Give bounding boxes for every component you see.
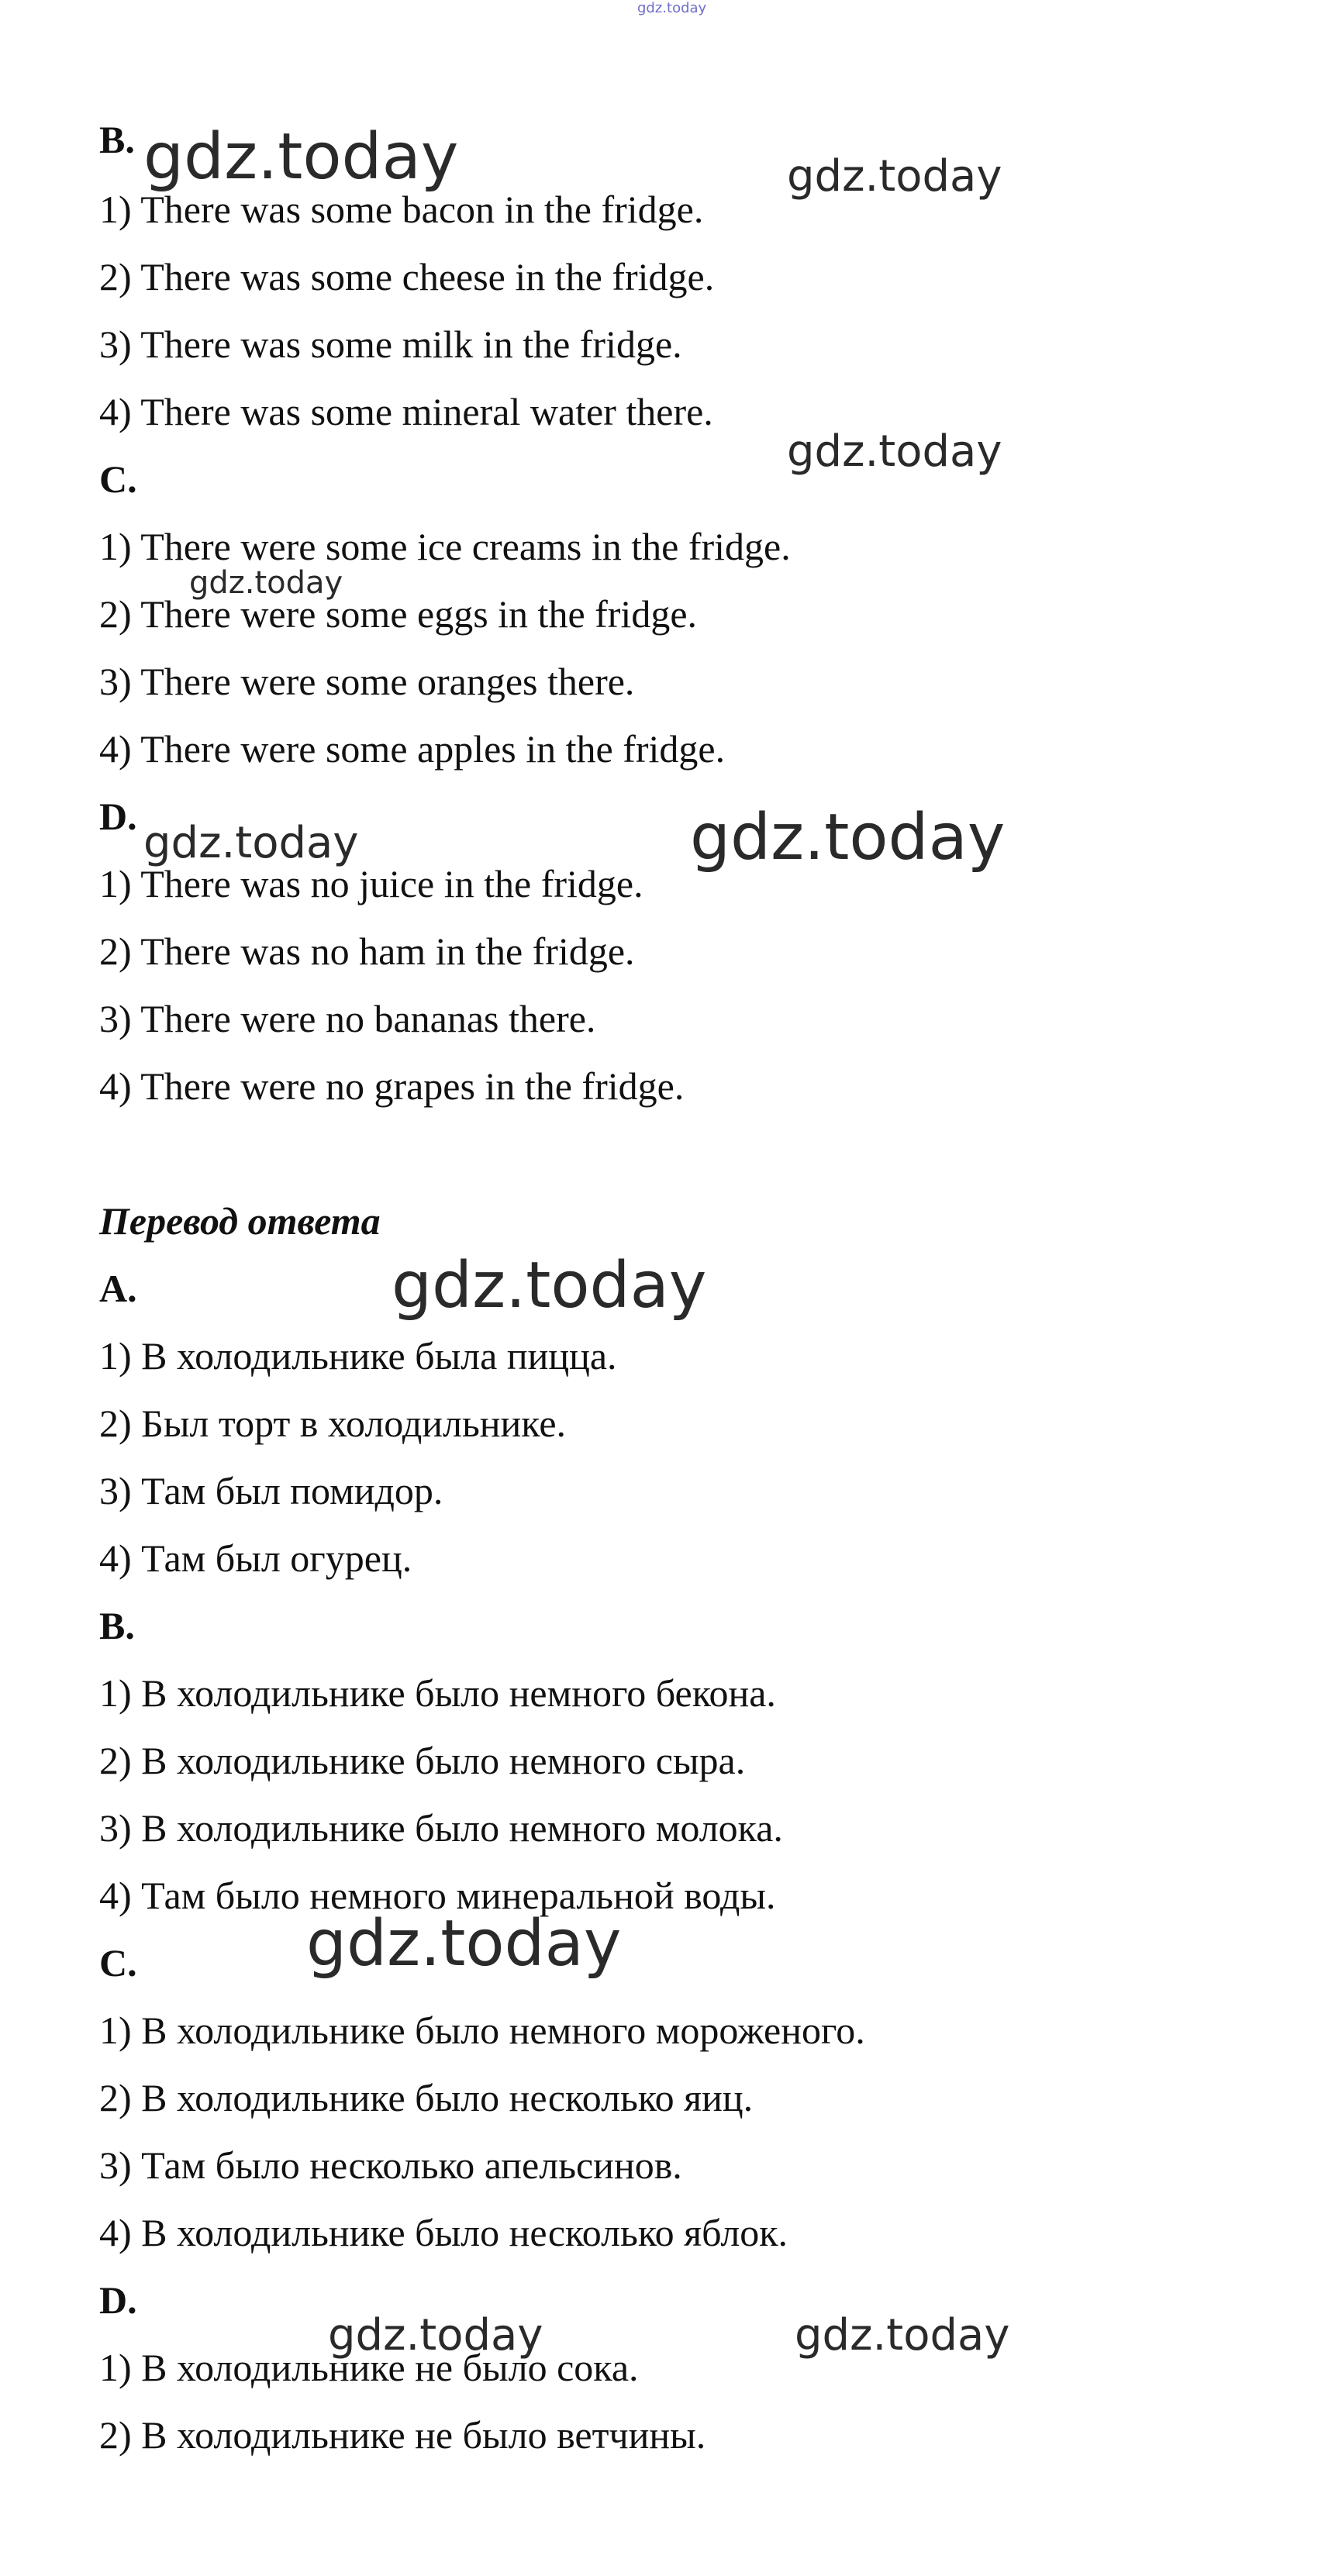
translation-line: 3) Там было несколько апельсинов. <box>99 2143 682 2187</box>
answer-line: 4) There were no grapes in the fridge. <box>99 1064 685 1108</box>
answer-line: 1) There were some ice creams in the fridge. <box>99 525 791 568</box>
watermark: gdz.today <box>795 2310 1010 2360</box>
answer-line: 4) There was some mineral water there. <box>99 390 713 433</box>
translation-line: 2) В холодильнике было немного сыра. <box>99 1739 746 1782</box>
watermark: gdz.today <box>143 818 359 868</box>
translation-label-c: C. <box>99 1941 137 1985</box>
translation-line: 2) В холодильнике было несколько яиц. <box>99 2076 754 2119</box>
translation-line: 3) В холодильнике было немного молока. <box>99 1806 783 1850</box>
translation-line: 2) В холодильнике не было ветчины. <box>99 2413 706 2457</box>
watermark: gdz.today <box>306 1907 622 1981</box>
answer-line: 3) There was some milk in the fridge. <box>99 322 682 366</box>
translation-line: 1) В холодильнике было немного мороженого. <box>99 2009 865 2052</box>
answer-line: 1) There was some bacon in the fridge. <box>99 188 704 231</box>
answer-line: 2) There were some eggs in the fridge. <box>99 592 698 636</box>
section-label-c: C. <box>99 457 137 501</box>
watermark: gdz.today <box>690 801 1006 874</box>
section-label-b: B. <box>99 118 135 161</box>
answer-line: 3) There were no bananas there. <box>99 997 596 1040</box>
watermark: gdz.today <box>143 120 459 194</box>
translation-title: Перевод ответа <box>99 1199 381 1243</box>
answer-line: 3) There were some oranges there. <box>99 660 635 703</box>
answer-line: 2) There was no ham in the fridge. <box>99 929 635 973</box>
translation-line: 2) Был торт в холодильнике. <box>99 1402 567 1445</box>
translation-line: 1) В холодильнике была пицца. <box>99 1334 617 1378</box>
translation-line: 4) Там было немного минеральной воды. <box>99 1874 776 1917</box>
watermark: gdz.today <box>787 151 1002 202</box>
translation-label-d: D. <box>99 2278 137 2322</box>
section-label-d: D. <box>99 795 137 838</box>
translation-line: 3) Там был помидор. <box>99 1469 443 1512</box>
translation-line: 4) В холодильнике было несколько яблок. <box>99 2211 788 2254</box>
watermark: gdz.today <box>328 2310 543 2360</box>
translation-label-a: A. <box>99 1267 137 1310</box>
translation-line: 1) В холодильнике было немного бекона. <box>99 1671 776 1715</box>
watermark: gdz.today <box>189 565 343 601</box>
translation-line: 1) В холодильнике не было сока. <box>99 2346 639 2389</box>
watermark: gdz.today <box>787 426 1002 477</box>
answer-line: 2) There was some cheese in the fridge. <box>99 255 715 298</box>
answer-line: 1) There was no juice in the fridge. <box>99 862 643 905</box>
translation-label-b: B. <box>99 1604 135 1647</box>
watermark: gdz.today <box>392 1249 707 1322</box>
answer-line: 4) There were some apples in the fridge. <box>99 727 726 771</box>
watermark-top: gdz.today <box>637 0 707 16</box>
translation-line: 4) Там был огурец. <box>99 1536 412 1580</box>
